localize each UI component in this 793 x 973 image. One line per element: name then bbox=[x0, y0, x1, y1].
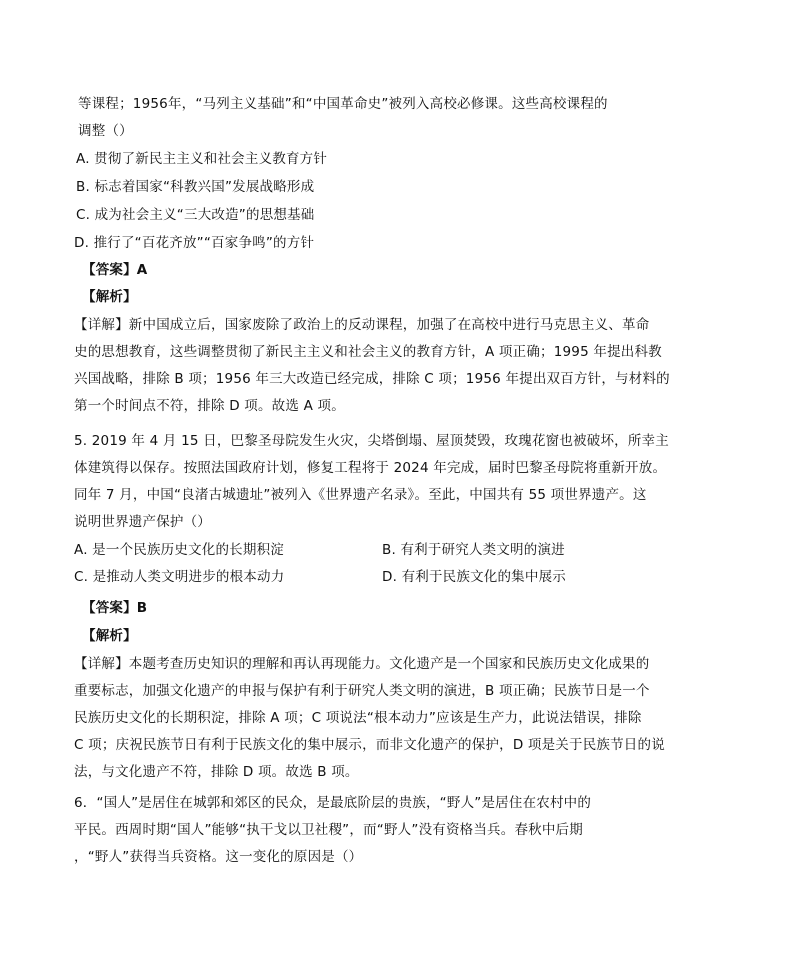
q4-detail-line3: 兴国战略，排除 B 项；1956 年三大改造已经完成，排除 C 项；1956 年提出双百方针，与材料的 bbox=[74, 371, 670, 387]
q5-stem-line4: 说明世界遗产保护（） bbox=[74, 514, 211, 530]
q4-stem-line1: 等课程；1956年，“马列主义基础”和“中国革命史”被列入高校必修课。这些高校课程的 bbox=[78, 96, 608, 112]
q5-detail-line3: 民族历史文化的长期积淀，排除 A 项；C 项说法“根本动力”应该是生产力，此说法错误，排除 bbox=[74, 710, 642, 726]
q5-option-b: B. 有利于研究人类文明的演进 bbox=[382, 542, 565, 558]
q6-stem-line2: 平民。西周时期“国人”能够“执干戈以卫社稷”，而“野人”没有资格当兵。春秋中后期 bbox=[74, 822, 583, 838]
q5-option-a: A. 是一个民族历史文化的长期积淀 bbox=[74, 542, 284, 558]
q5-analysis-label: 【解析】 bbox=[82, 628, 137, 644]
q5-detail-line5: 法，与文化遗产不符，排除 D 项。故选 B 项。 bbox=[74, 764, 359, 780]
q5-detail-line4: C 项；庆祝民族节日有利于民族文化的集中展示，而非文化遗产的保护，D 项是关于民族节日的说 bbox=[74, 737, 665, 753]
q4-option-d: D. 推行了“百花齐放”“百家争鸣”的方针 bbox=[74, 235, 315, 251]
q5-detail-line1: 【详解】本题考查历史知识的理解和再认再现能力。文化遗产是一个国家和民族历史文化成果的 bbox=[74, 656, 650, 672]
q5-stem-line1: 5. 2019 年 4 月 15 日，巴黎圣母院发生火灾，尖塔倒塌、屋顶焚毁，玫瑰花窗也被破坏，所幸主 bbox=[74, 433, 669, 449]
q4-option-c: C. 成为社会主义“三大改造”的思想基础 bbox=[76, 207, 315, 223]
q5-stem-line2: 体建筑得以保存。按照法国政府计划，修复工程将于 2024 年完成，届时巴黎圣母院将重新开放。 bbox=[74, 460, 667, 476]
q4-detail-line2: 史的思想教育，这些调整贯彻了新民主主义和社会主义的教育方针，A 项正确；1995 年提出科教 bbox=[74, 344, 662, 360]
q5-answer: 【答案】B bbox=[82, 600, 148, 616]
q5-detail-line2: 重要标志，加强文化遗产的申报与保护有利于研究人类文明的演进，B 项正确；民族节日是一个 bbox=[74, 683, 650, 699]
q6-stem-line1: 6．“国人”是居住在城郭和郊区的民众，是最底阶层的贵族，“野人”是居住在农村中的 bbox=[74, 795, 592, 811]
q4-stem-line2: 调整（） bbox=[78, 123, 133, 139]
q4-detail-line4: 第一个时间点不符，排除 D 项。故选 A 项。 bbox=[74, 398, 345, 414]
q4-option-a: A. 贯彻了新民主主义和社会主义教育方针 bbox=[76, 151, 328, 167]
q6-stem-line3: ，“野人”获得当兵资格。这一变化的原因是（） bbox=[74, 849, 363, 865]
q4-detail-line1: 【详解】新中国成立后，国家废除了政治上的反动课程，加强了在高校中进行马克思主义、革命 bbox=[74, 317, 650, 333]
q4-answer: 【答案】A bbox=[82, 262, 148, 278]
q5-option-d: D. 有利于民族文化的集中展示 bbox=[382, 569, 566, 585]
q4-option-b: B. 标志着国家“科教兴国”发展战略形成 bbox=[76, 179, 315, 195]
q4-analysis-label: 【解析】 bbox=[82, 289, 137, 305]
q5-option-c: C. 是推动人类文明进步的根本动力 bbox=[74, 569, 285, 585]
q5-stem-line3: 同年 7 月，中国“良渚古城遗址”被列入《世界遗产名录》。至此，中国共有 55 项世界遗产。这 bbox=[74, 487, 647, 503]
